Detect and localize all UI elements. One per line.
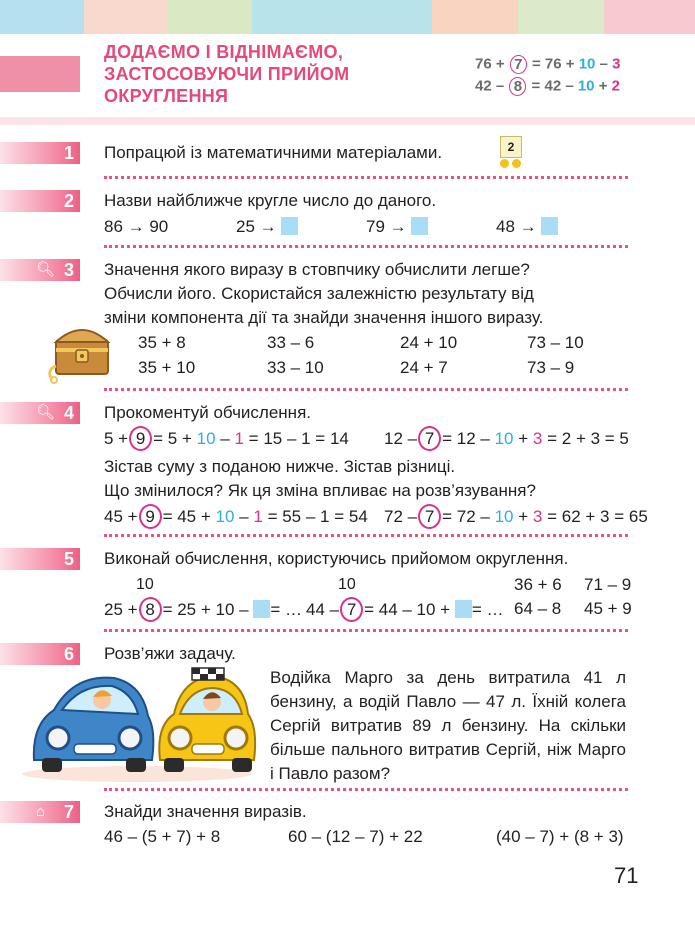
title-line-2: ЗАСТОСОВУЮЧИ ПРИЙОМ: [104, 64, 350, 84]
stripe-5: [432, 0, 518, 34]
task-3-line-2: Обчисли його. Скористайся залежністю результату від: [104, 284, 534, 303]
stripe-6: [518, 0, 604, 34]
task-5-grid-2: 71 – 9: [584, 575, 632, 594]
task-3-expr-8: 73 – 9: [527, 358, 575, 377]
circled-digit: 7: [510, 55, 527, 74]
answer-box[interactable]: [455, 600, 472, 618]
task-5-grid-4: 45 + 9: [584, 599, 632, 618]
divider-6: [104, 788, 628, 791]
answer-box[interactable]: [281, 217, 298, 235]
task-5-hint-1: 10: [136, 576, 154, 593]
answer-box[interactable]: [541, 217, 558, 235]
task-7-expr-3: (40 – 7) + (8 + 3): [496, 827, 624, 846]
task-3-expr-2: 33 – 6: [267, 333, 315, 352]
magnifier-icon: 🔍︎: [36, 404, 56, 421]
divider-2: [104, 245, 628, 248]
task-4-line-1: Зістав суму з поданою нижче. Зістав різниці.: [104, 457, 456, 476]
magnifier-icon: 🔍︎: [36, 261, 56, 278]
task-6-problem: Водійка Марго за день витратила 41 л бензину, а водій Павло — 47 л. Їхній колега Сергій витратив 89 л бензину. На скільки більше пального витратив Сергій, ніж Марго і Павло разом?: [270, 668, 626, 783]
divider-5: [104, 629, 628, 632]
header-pink-block: [0, 56, 80, 92]
number-card-icon: 2: [500, 136, 522, 170]
header-example-1: 76 + 7 = 76 + 10 – 3: [475, 55, 621, 73]
task-7-tab: ⌂ 7: [0, 801, 80, 823]
task-2-text: Назви найближче кругле число до даного.: [104, 191, 437, 210]
task-1-tab: 1: [0, 142, 80, 164]
task-3-expr-4: 73 – 10: [527, 333, 584, 352]
task-5-grid-1: 36 + 6: [514, 575, 562, 594]
cars-illustration: [14, 664, 260, 784]
task-4-example-4: 72 – 7 = 72 – 10 + 3 = 62 + 3 = 65: [384, 504, 648, 529]
title-line-3: ОКРУГЛЕННЯ: [104, 86, 229, 106]
task-3-tab: 🔍︎ 3: [0, 259, 80, 281]
task-4-line-2: Що змінилося? Як ця зміна впливає на розв’язування?: [104, 481, 536, 500]
task-7-expr-2: 60 – (12 – 7) + 22: [288, 827, 423, 846]
task-3-expr-6: 33 – 10: [267, 358, 324, 377]
divider-4: [104, 534, 628, 537]
stripe-2: [84, 0, 168, 34]
stripe-7: [604, 0, 695, 34]
task-3-line-1: Значення якого виразу в стовпчику обчислити легше?: [104, 260, 530, 279]
task-4-example-1: 5 + 9 = 5 + 10 – 1 = 15 – 1 = 14: [104, 426, 349, 451]
task-5-tab: 5: [0, 548, 80, 570]
task-4-example-3: 45 + 9 = 45 + 10 – 1 = 55 – 1 = 54: [104, 504, 368, 529]
task-2-item-4: 48 →: [496, 215, 558, 239]
task-4-text: Прокоментуй обчислення.: [104, 403, 311, 422]
task-7-text: Знайди значення виразів.: [104, 802, 307, 821]
task-5-example-2: 44 – 7 = 44 – 10 + = …: [306, 597, 504, 622]
task-3-expr-7: 24 + 7: [400, 358, 448, 377]
task-1-text: Попрацюй із математичними матеріалами.: [104, 143, 443, 162]
task-4-example-2: 12 – 7 = 12 – 10 + 3 = 2 + 3 = 5: [384, 426, 629, 451]
task-5-hint-2: 10: [338, 576, 356, 593]
header-example-2: 42 – 8 = 42 – 10 + 2: [475, 77, 620, 95]
task-6-tab: 6: [0, 643, 80, 665]
stripe-4: [252, 0, 432, 34]
answer-box[interactable]: [253, 600, 270, 618]
circled-digit: 8: [509, 77, 526, 96]
house-icon: ⌂: [36, 803, 46, 820]
task-2-item-1: 86 → 90: [104, 217, 169, 236]
task-2-item-2: 25 →: [236, 215, 298, 239]
task-3-expr-1: 35 + 8: [138, 333, 186, 352]
title-line-1: ДОДАЄМО І ВІДНІМАЄМО,: [104, 42, 344, 62]
answer-box[interactable]: [411, 217, 428, 235]
page-number: 71: [614, 863, 639, 888]
task-3-expr-5: 35 + 10: [138, 358, 196, 377]
task-3-expr-3: 24 + 10: [400, 333, 458, 352]
task-3-line-3: зміни компонента дії та знайди значення іншого виразу.: [104, 308, 544, 327]
task-7-expr-1: 46 – (5 + 7) + 8: [104, 827, 221, 846]
task-6-text: Розв’яжи задачу.: [104, 644, 236, 663]
page-title: [104, 41, 404, 107]
task-2-item-3: 79 →: [366, 215, 428, 239]
header-divider: [0, 117, 695, 125]
stripe-1: [0, 0, 84, 34]
stripe-3: [168, 0, 252, 34]
task-5-text: Виконай обчислення, користуючись прийомом округлення.: [104, 549, 569, 568]
task-5-example-1: 25 + 8 = 25 + 10 – = …: [104, 597, 302, 622]
task-2-tab: 2: [0, 190, 80, 212]
task-5-grid-3: 64 – 8: [514, 599, 562, 618]
divider-1: [104, 176, 628, 179]
treasure-chest-icon: [42, 322, 116, 384]
task-4-tab: 🔍︎ 4: [0, 402, 80, 424]
divider-3: [104, 388, 628, 391]
